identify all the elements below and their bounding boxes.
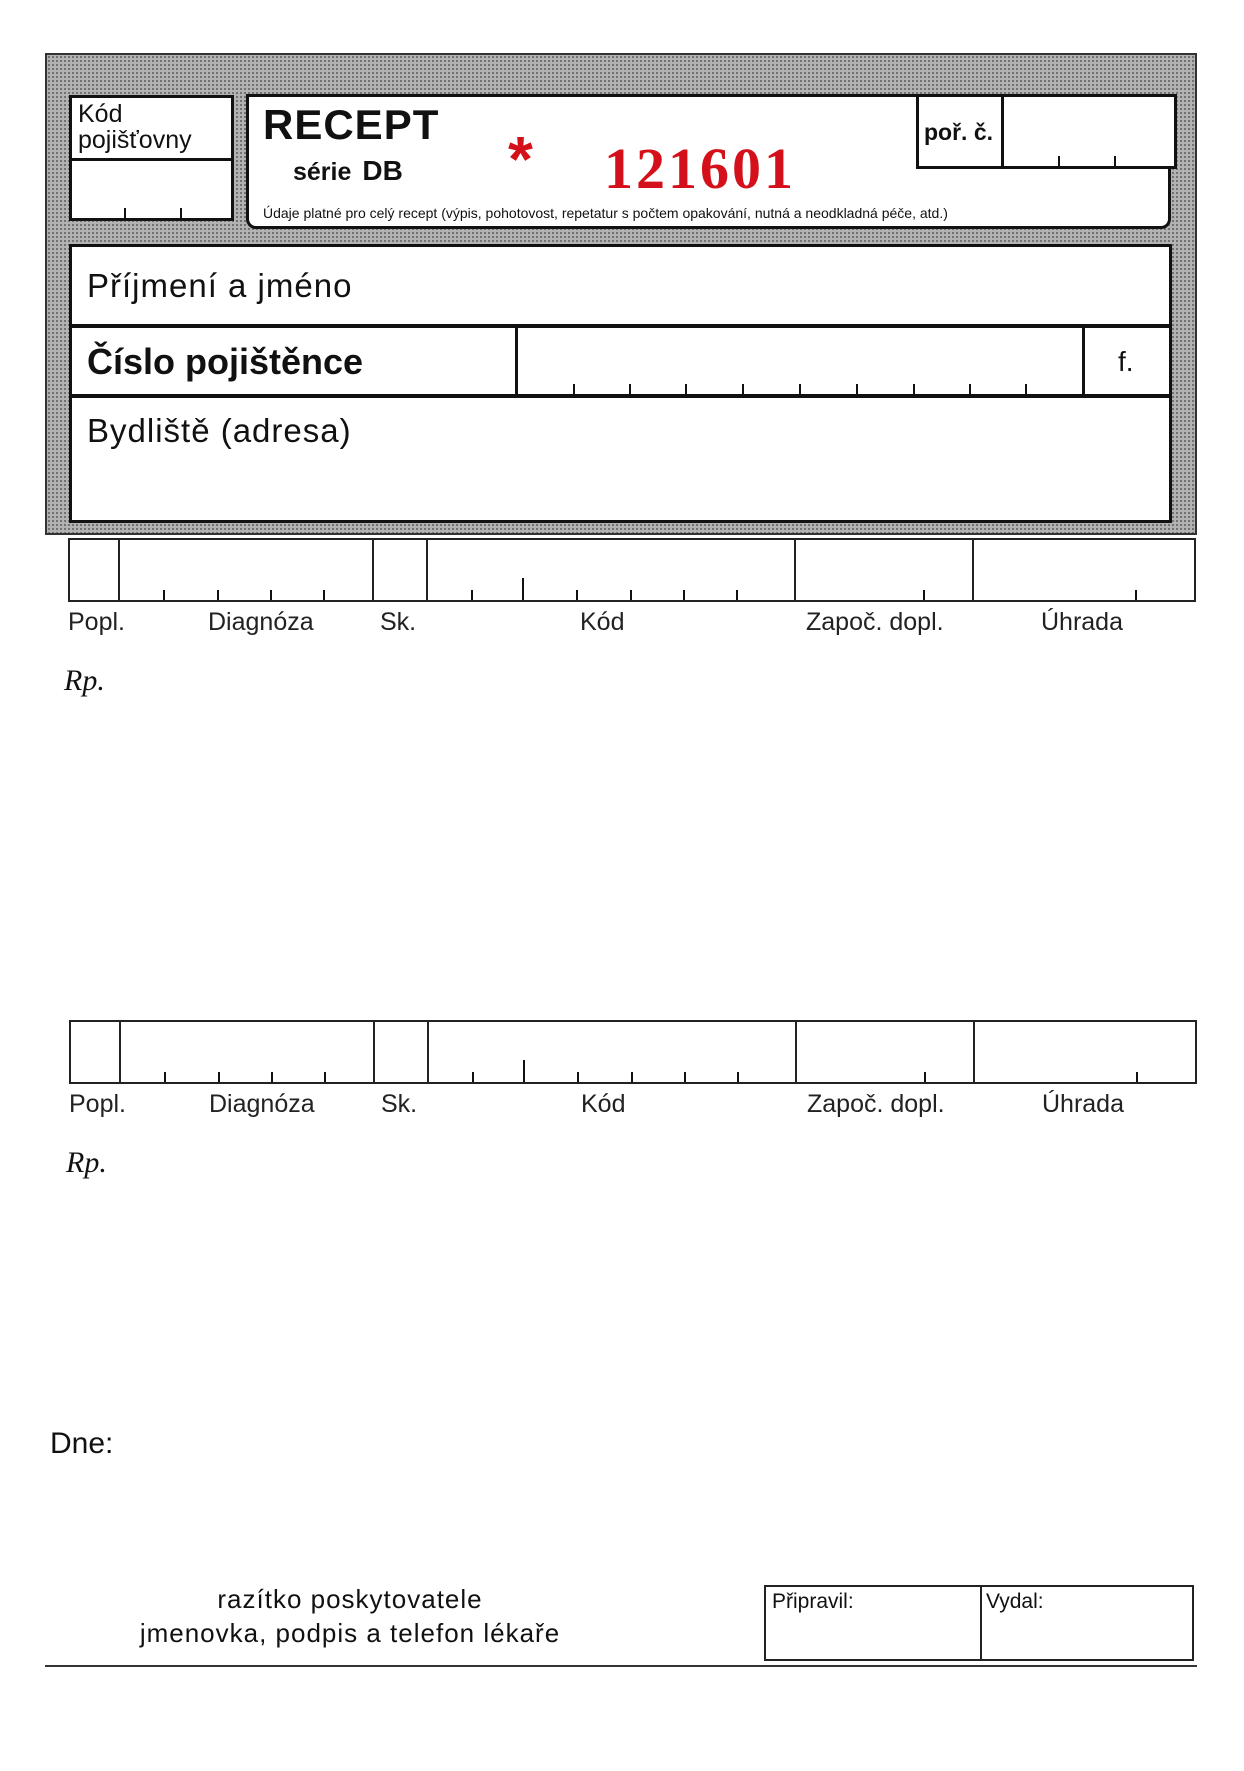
payment-label: Úhrada: [1042, 1090, 1124, 1118]
code-row-2-labels: [0, 1090, 1244, 1120]
diagnosis-field[interactable]: [118, 540, 374, 600]
insured-number-field[interactable]: [518, 328, 1082, 394]
sk-label: Sk.: [380, 608, 417, 636]
diagnosis-field[interactable]: [119, 1022, 375, 1082]
code-row-1: [68, 538, 1196, 602]
pharmacy-box: [764, 1585, 1194, 1661]
issued-field[interactable]: [982, 1587, 1192, 1659]
diagnosis-label: Diagnóza: [208, 608, 314, 636]
order-number-field[interactable]: [1004, 97, 1174, 166]
name-field[interactable]: [69, 244, 1172, 327]
date-field[interactable]: [125, 1425, 625, 1465]
code-label: Kód: [581, 1090, 626, 1118]
recept-title: RECEPT: [263, 101, 440, 148]
rp-area-1[interactable]: [64, 710, 1192, 1010]
code-row-2: [69, 1020, 1197, 1084]
stamp-line-1: razítko poskytovatele: [217, 1584, 483, 1614]
f-label: f.: [1118, 346, 1134, 377]
sk-field[interactable]: [373, 1022, 429, 1082]
recept-header-box: [246, 94, 1171, 229]
popl-label: Popl.: [68, 608, 125, 636]
code-row-1-labels: [0, 608, 1244, 638]
series-label: série DB: [293, 155, 403, 186]
sk-label: Sk.: [381, 1090, 418, 1118]
prescription-number: 121601: [604, 136, 796, 201]
issued-label: Vydal:: [986, 1590, 1044, 1613]
copay-label: Započ. dopl.: [807, 1090, 945, 1118]
header-note: Údaje platné pro celý recept (výpis, pohotovost, repetatur s počtem opakování, nutná a neodkladná péče, atd.): [263, 205, 948, 221]
order-number-box: [916, 94, 1177, 169]
sk-field[interactable]: [372, 540, 428, 600]
code-label: Kód: [580, 608, 625, 636]
red-asterisk: *: [508, 123, 533, 195]
insured-number-row: [69, 325, 1172, 397]
order-number-label: poř. č.: [924, 119, 994, 145]
insurer-code-label: Kód pojišťovny: [78, 100, 192, 154]
popl-field[interactable]: [71, 1022, 121, 1082]
rp-label-1: Rp.: [64, 664, 105, 697]
bottom-rule: [45, 1665, 1197, 1667]
prepared-label: Připravil:: [772, 1590, 854, 1613]
copay-label: Započ. dopl.: [806, 608, 944, 636]
copay-field[interactable]: [794, 540, 974, 600]
address-field[interactable]: [69, 395, 1172, 523]
prepared-field[interactable]: [766, 1587, 982, 1659]
payment-label: Úhrada: [1041, 608, 1123, 636]
code-field[interactable]: [427, 1022, 797, 1082]
insurer-code-field[interactable]: [72, 161, 231, 218]
name-label: Příjmení a jméno: [87, 267, 353, 304]
insurer-code-box: [69, 95, 234, 221]
rp-area-2[interactable]: [66, 1190, 1194, 1410]
diagnosis-label: Diagnóza: [209, 1090, 315, 1118]
f-field[interactable]: [1085, 328, 1169, 394]
stamp-caption: [110, 1582, 590, 1650]
address-label: Bydliště (adresa): [87, 412, 352, 449]
code-field[interactable]: [426, 540, 796, 600]
payment-field[interactable]: [973, 1022, 1195, 1082]
payment-field[interactable]: [972, 540, 1194, 600]
popl-field[interactable]: [70, 540, 120, 600]
rp-label-2: Rp.: [66, 1146, 107, 1179]
stamp-line-2: jmenovka, podpis a telefon lékaře: [139, 1618, 561, 1648]
copay-field[interactable]: [795, 1022, 975, 1082]
insured-number-label: Číslo pojištěnce: [87, 341, 364, 382]
popl-label: Popl.: [69, 1090, 126, 1118]
date-label: Dne:: [50, 1427, 114, 1460]
